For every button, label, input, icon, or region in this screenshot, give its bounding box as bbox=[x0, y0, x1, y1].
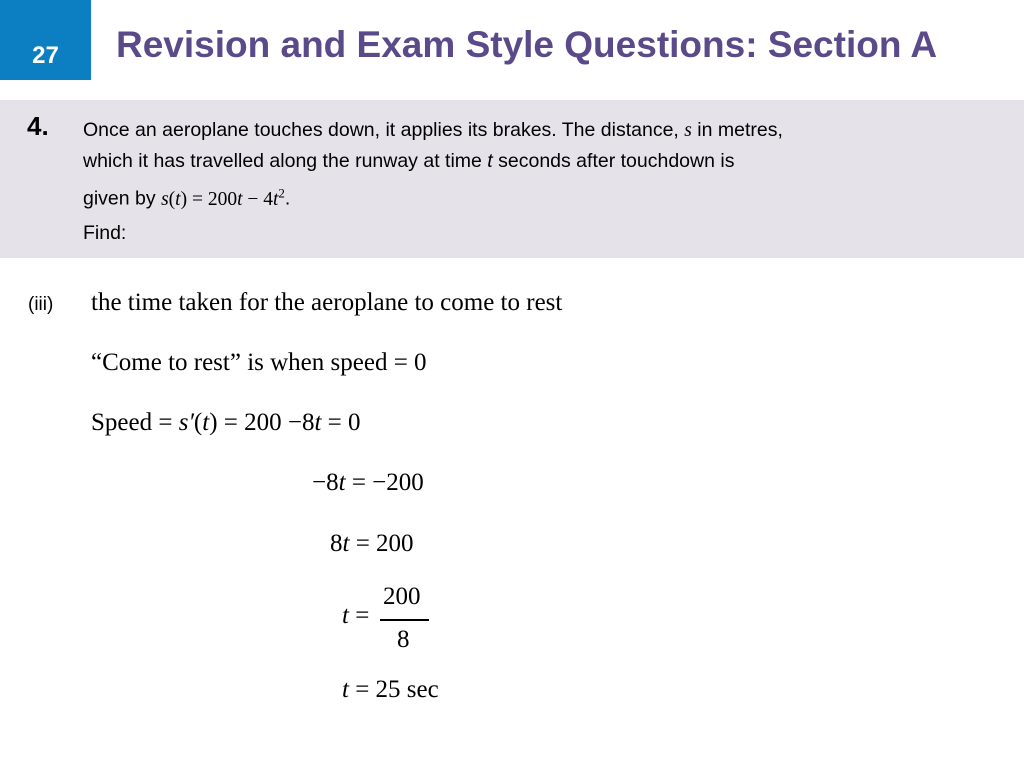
fraction-bar bbox=[380, 619, 429, 621]
find-label: Find: bbox=[83, 222, 127, 244]
question-number: 4. bbox=[27, 111, 49, 141]
question-line-1: Once an aeroplane touches down, it applies its brakes. The distance, s in metres, bbox=[83, 119, 783, 141]
fraction-numerator: 200 bbox=[383, 583, 421, 610]
part-prompt: the time taken for the aeroplane to come to rest bbox=[91, 289, 563, 316]
rest-note: “Come to rest” is when speed = 0 bbox=[91, 349, 427, 376]
question-text bbox=[83, 115, 983, 215]
fraction-denominator: 8 bbox=[397, 626, 410, 653]
page-title: Revision and Exam Style Questions: Section A bbox=[116, 24, 938, 65]
step-2: 8t = 200 bbox=[330, 530, 414, 557]
slide-number-badge bbox=[0, 0, 91, 80]
question-line-2: which it has travelled along the runway at time t seconds after touchdown is bbox=[83, 150, 735, 172]
speed-equation: Speed = s′(t) = 200 −8t = 0 bbox=[91, 409, 361, 436]
final-answer: t = 25 sec bbox=[342, 676, 439, 703]
step-1: −8t = −200 bbox=[312, 469, 424, 496]
distance-formula: $s(t) = 200t - 4t^2$ bbox=[161, 185, 285, 210]
step-3: t = bbox=[342, 602, 370, 629]
question-line-3: given by $s(t) = 200t - 4t^2$. bbox=[83, 185, 291, 210]
part-label: (iii) bbox=[28, 294, 54, 315]
slide-number: 27 bbox=[32, 42, 59, 69]
